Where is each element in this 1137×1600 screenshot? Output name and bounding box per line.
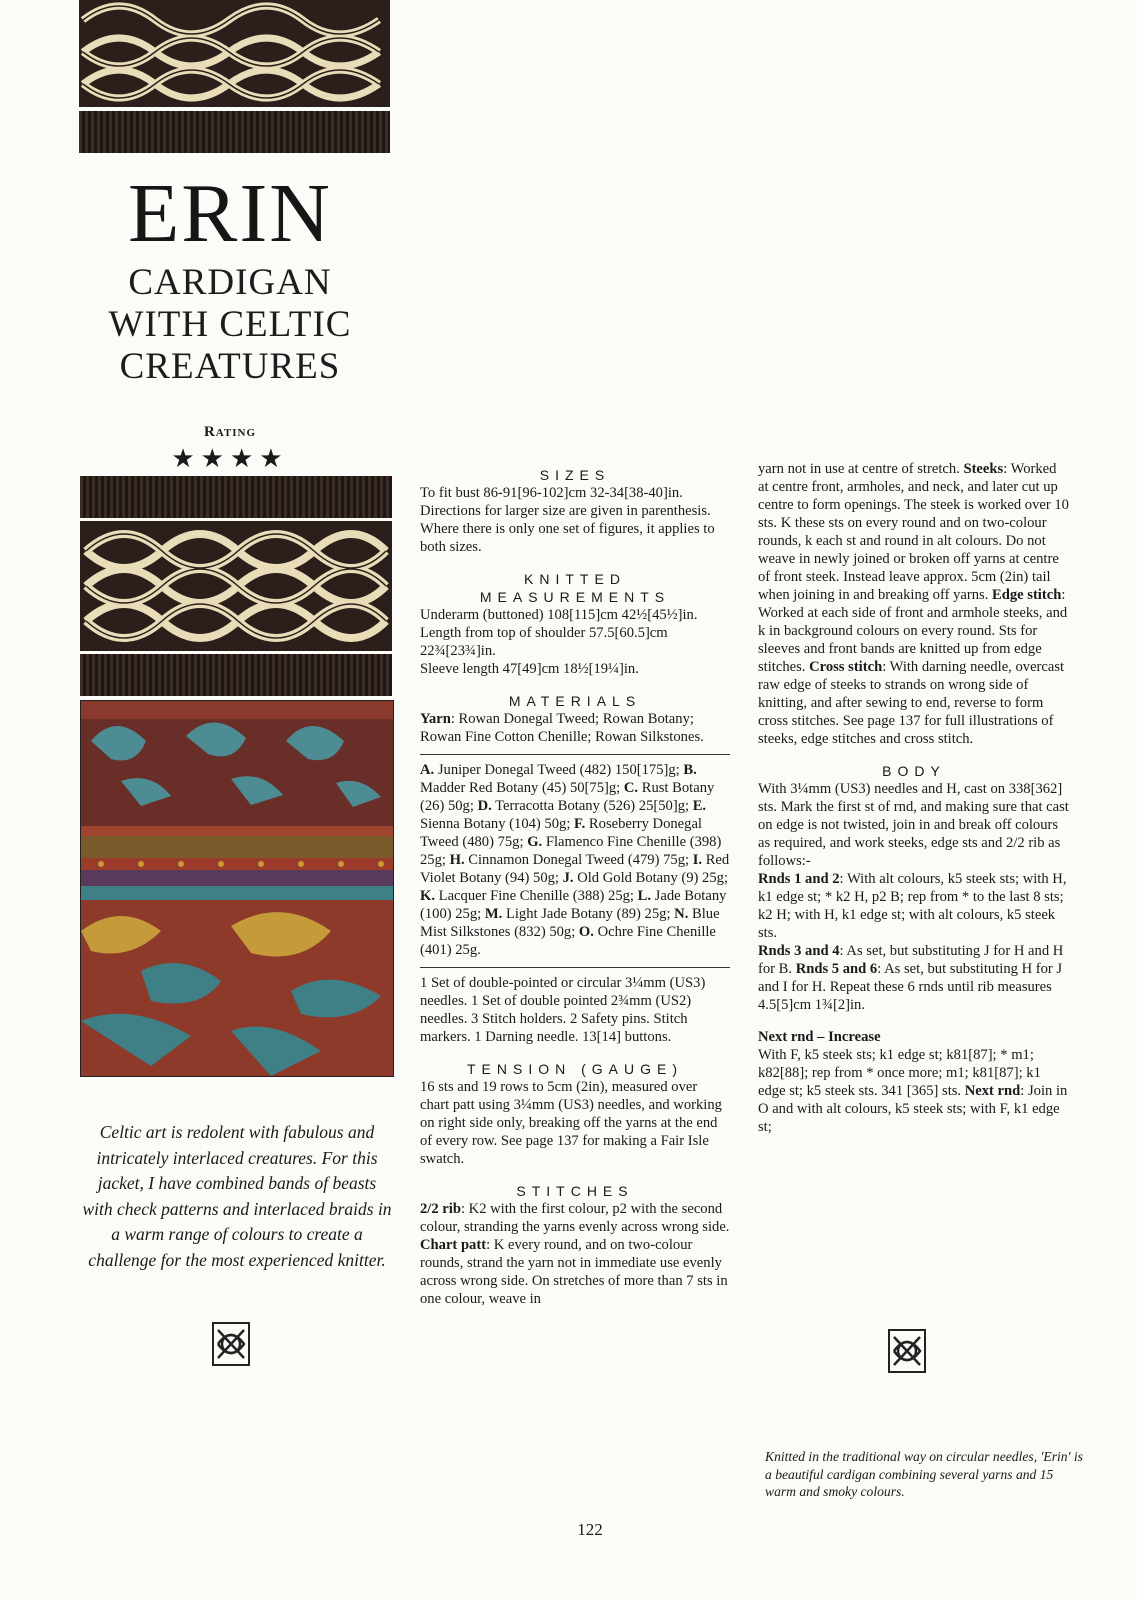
next-round-label: Next rnd [964, 1083, 1021, 1099]
right-column [758, 460, 1070, 1136]
colour-text: Roseberry Donegal Tweed (480) 75g; [420, 816, 702, 850]
yarn-paragraph [420, 710, 730, 746]
check-strip-top [79, 111, 390, 153]
subtitle-line-1: CARDIGAN [128, 262, 332, 303]
next-round-text: : Join in O and with alt colours, k5 steek sts; with F, k1 edge st; [758, 1083, 1068, 1135]
knitting-swatch-photo [80, 700, 394, 1077]
colour-list [420, 761, 730, 959]
page-subtitle [80, 262, 380, 388]
colour-text: Cinnamon Donegal Tweed (479) 75g; [464, 852, 693, 868]
tension-text: 16 sts and 19 rows to 5cm (2in), measured over chart patt using 3¼mm (US3) needles, and working on right side only, breaking off the yarns at the end of every row. See page 137 for making a Fair Isle swatch. [420, 1079, 722, 1167]
increase-heading [758, 1028, 1070, 1046]
stitches-cont-text: yarn not in use at centre of stretch. [758, 461, 964, 477]
celtic-knot-icon [888, 1329, 926, 1373]
colour-text: Old Gold Botany (9) 25g; [573, 870, 729, 886]
colour-text: Blue Mist Silkstones (832) 50g; [420, 906, 720, 940]
measurement-underarm: Underarm (buttoned) 108[115]cm 42½[45½]in. [420, 607, 698, 623]
rating-label: Rating [203, 424, 257, 440]
celtic-knot-pattern [79, 0, 390, 107]
rounds-label: Rnds 1 and 2 [758, 871, 840, 887]
body-heading: BODY [882, 763, 946, 779]
celtic-band-middle [80, 521, 392, 651]
measurements-heading-1: KNITTED [524, 571, 626, 587]
fair-isle-pattern-image [81, 701, 393, 1076]
colour-key: O. [578, 924, 594, 940]
rounds-1-2 [758, 870, 1070, 942]
celtic-knot-icon [212, 1322, 250, 1366]
colour-key: N. [674, 906, 689, 922]
page-number: 122 [577, 1520, 603, 1539]
subtitle-line-2: WITH CELTIC [108, 304, 352, 345]
celtic-band-top [79, 0, 390, 107]
colour-text: Jade Botany (100) 25g; [420, 888, 727, 922]
colour-text: Terracotta Botany (526) 25[50]g; [491, 798, 693, 814]
materials-heading: MATERIALS [508, 693, 642, 709]
check-strip-bottom [80, 654, 392, 696]
sizes-heading: SIZES [539, 467, 611, 483]
knot-ornament-left [212, 1322, 250, 1366]
divider [420, 754, 730, 755]
cross-stitch-label: Cross stitch [809, 659, 883, 675]
rounds-label: Rnds 5 and 6 [795, 961, 878, 977]
stitches-heading: STITCHES [516, 1183, 634, 1199]
colour-text: Flamenco Fine Chenille (398) 25g; [420, 834, 722, 868]
check-strip-middle [80, 476, 392, 518]
colour-text: Ochre Fine Chenille (401) 25g. [420, 924, 716, 958]
colour-key: F. [574, 816, 586, 832]
colour-key: J. [562, 870, 574, 886]
increase-label: Next rnd – Increase [758, 1029, 881, 1045]
colour-text: Light Jade Botany (89) 25g; [502, 906, 675, 922]
rounds-text: : As set, but substituting J for H and H for B. [758, 943, 1064, 977]
colour-key: C. [623, 780, 639, 796]
knot-ornament-right [888, 1329, 926, 1373]
colour-key: K. [420, 888, 435, 904]
rounds-label: Rnds 3 and 4 [758, 943, 840, 959]
rounds-text: : With alt colours, k5 steek sts; with H, k1 edge st; * k2 H, p2 B; rep from * to the last 8 sts; k2 H; with H, k1 edge st; with alt colours, k5 steek sts. [758, 871, 1067, 941]
divider [420, 967, 730, 968]
intro-text: Celtic art is redolent with fabulous and intricately interlaced creatures. For this jacket, I have combined bands of beasts with check patterns and interlaced braids in a warm range of colours to create a challenge for the most experienced knitter. [82, 1122, 392, 1270]
photo-caption: Knitted in the traditional way on circular needles, 'Erin' is a beautiful cardigan combining several yarns and 15 warm and smoky colours. [765, 1449, 1083, 1499]
colour-text: Juniper Donegal Tweed (482) 150[175]g; [434, 762, 684, 778]
edge-stitch-text: : Worked at each side of front and armhole steeks, and k in background colours on every round. Sts for sleeves and front bands are knitted up from edge stitches. [758, 587, 1068, 675]
tension-heading: TENSION (GAUGE) [466, 1061, 683, 1077]
colour-key: G. [527, 834, 543, 850]
stitches-continued [758, 460, 1070, 748]
colour-key: I. [692, 852, 703, 868]
measurement-length: Length from top of shoulder 57.5[60.5]cm 22¾[23¾]in. [420, 625, 668, 659]
colour-key: D. [477, 798, 492, 814]
colour-key: M. [484, 906, 503, 922]
chart-text: : K every round, and on two-colour rounds, strand the yarn not in immediate use evenly across wrong side. On stretches of more than 7 sts in one colour, weave in [420, 1237, 728, 1307]
rounds-3-6 [758, 942, 1070, 1014]
body-intro: With 3¼mm (US3) needles and H, cast on 338[362] sts. Mark the first st of rnd, and making sure that cast on edge is not twisted, join in and break off colours as required, and work steeks, edge sts and 2/2 rib as follows:- [758, 781, 1069, 869]
yarn-label: Yarn [420, 711, 451, 727]
sizes-text: To fit bust 86-91[96-102]cm 32-34[38-40]in. [420, 485, 683, 501]
colour-key: A. [420, 762, 435, 778]
edge-stitch-label: Edge stitch [992, 587, 1062, 603]
rating-stars: ★★★★ [171, 444, 289, 473]
celtic-braid-pattern [80, 521, 392, 651]
stitches-text [420, 1200, 730, 1308]
colour-key: L. [637, 888, 652, 904]
page-title: ERIN [128, 167, 332, 260]
increase-text [758, 1046, 1070, 1136]
cross-stitch-text: : With darning needle, overcast raw edge of steeks to strands on wrong side of knitting, and after sewing to end, reverse to form cross stitches. See page 137 for full illustrations of steeks, edge stitches and cross stitch. [758, 659, 1065, 747]
colour-text: Red Violet Botany (94) 50g; [420, 852, 730, 886]
equipment-text: 1 Set of double-pointed or circular 3¼mm (US3) needles. 1 Set of double pointed 2¾mm (US2) needles. 3 Stitch holders. 2 Safety pins. Stitch markers. 1 Darning needle. 13[14] buttons. [420, 975, 706, 1045]
chart-label: Chart patt [420, 1237, 487, 1253]
rib-label: 2/2 rib [420, 1201, 461, 1217]
measurement-sleeve: Sleeve length 47[49]cm 18½[19¼]in. [420, 661, 639, 677]
rib-text: : K2 with the first colour, p2 with the second colour, stranding the yarns evenly across wrong side. [420, 1201, 730, 1235]
yarn-text: : Rowan Donegal Tweed; Rowan Botany; Rowan Fine Cotton Chenille; Rowan Silkstones. [420, 711, 704, 745]
colour-text: Rust Botany (26) 50g; [420, 780, 715, 814]
measurements-heading-2: MEASUREMENTS [479, 589, 671, 605]
steeks-label: Steeks [963, 461, 1004, 477]
increase-body: With F, k5 steek sts; k1 edge st; k81[87]; * m1; k82[88]; rep from * once more; m1; k81[87]; k1 edge st; k5 steek sts. 341 [365] sts. [758, 1047, 1041, 1099]
rounds-text: : As set, but substituting H for J and I for H. Repeat these 6 rnds until rib measures 4.5[5]cm 1¾[2]in. [758, 961, 1063, 1013]
colour-key: E. [692, 798, 707, 814]
sizes-note: Directions for larger size are given in parenthesis. Where there is only one set of figures, it applies to both sizes. [420, 503, 715, 555]
colour-text: Madder Red Botany (45) 50[75]g; [420, 780, 624, 796]
subtitle-line-3: CREATURES [119, 346, 341, 387]
colour-key: B. [683, 762, 697, 778]
colour-text: Lacquer Fine Chenille (388) 25g; [435, 888, 638, 904]
middle-column [420, 466, 730, 1308]
colour-key: H. [449, 852, 465, 868]
steeks-text: : Worked at centre front, armholes, and neck, and later cut up centre to form openings. The steek is worked over 10 sts. K these sts on every round and on two-colour rounds, k each st and round in alt colours. Do not weave in newly joined or broken off yarns at centre of front steek. Instead leave approx. 5cm (2in) tail when joining in and breaking off yarns. [758, 461, 1069, 603]
colour-text: Sienna Botany (104) 50g; [420, 816, 575, 832]
